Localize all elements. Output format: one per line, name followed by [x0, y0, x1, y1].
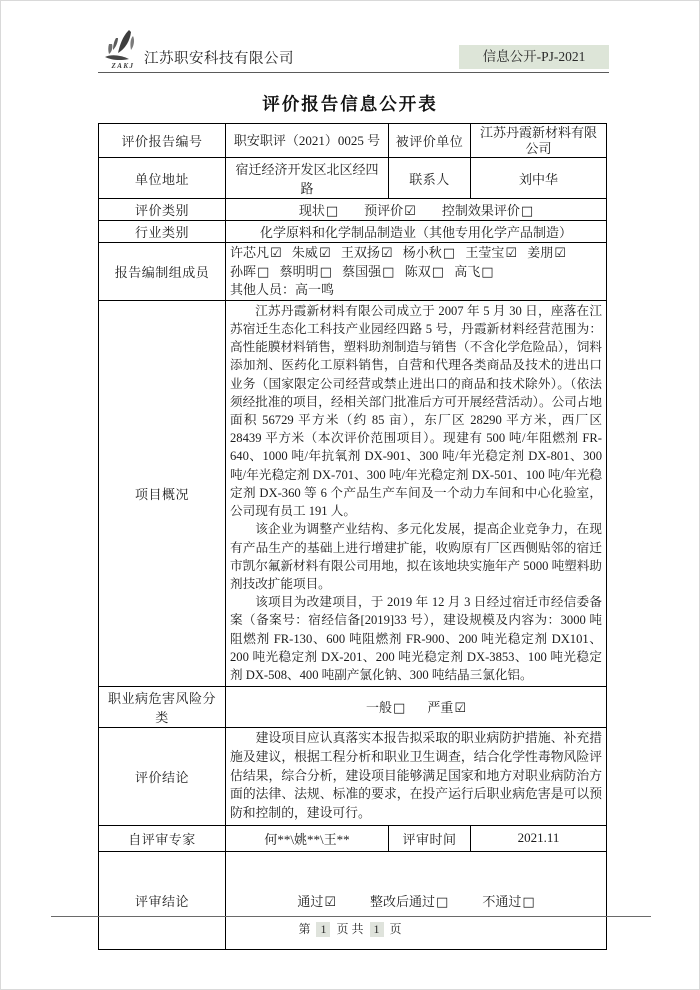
checkbox-icon: □: [442, 246, 456, 261]
checkbox-icon: □: [522, 894, 535, 910]
doc-code-badge: 信息公开-PJ-2021: [459, 45, 609, 69]
team-members: [226, 243, 607, 301]
team-label: 报告编制组成员: [99, 243, 226, 301]
checkbox-icon: ☑: [270, 246, 282, 261]
option-pre-evaluation: 预评价☑: [364, 203, 416, 219]
eval-category-label: 评价类别: [99, 199, 226, 221]
member-item: 王双扬☑: [340, 245, 393, 261]
conclusion-text: 建设项目应认真落实本报告拟采取的职业病防护措施、补充措施及建议，根据工程分析和职业卫生调查，结合化学性毒物风险评估结果，综合分析，建设项目能够满足国家和地方对职业病防治方面的法律、法规、标准的要求，在投产运行后职业病危害是可以预防和控制的，建设可行。: [230, 731, 602, 821]
company-logo: [101, 29, 145, 70]
footer-divider: [51, 916, 651, 917]
checkbox-icon: □: [257, 264, 270, 280]
self-review-label: 自评审专家: [99, 825, 226, 851]
row-team: [99, 243, 607, 301]
industry-label: 行业类别: [99, 221, 226, 243]
member-item: 蔡国强□: [342, 263, 395, 280]
overview-paragraph-1: 江苏丹霞新材料有限公司成立于 2007 年 5 月 30 日，座落在江苏宿迁生态化工科技产业园经四路 5 号，丹霞新材料经营范围为：高性能膜材料销售，塑料助剂制造与销售（不含化学危险品），饲料添加剂、医药化工原料销售，自营和代理各类商品及技术的进出口业务（国家限定公司经营或禁止进出口的商品和技术除外）。（依法须经批准的项目，经相关部门批准后方可开展经营活动）。公司占地面积 56729 平方米（约 85 亩），东厂区 28290 平方米，西厂区 28439 平方米（本次评价范围项目）。现建有 500 吨/年阻燃剂 FR-640、1000 吨/年抗氧剂 DX-901、300 吨/年光稳定剂 DX-801、300 吨/年光稳定剂 DX-701、300 吨/年光稳定剂 DX-501、100 吨/年光稳定剂 DX-360 等 6 个产品生产车间及一个动力车间和中心化验室，公司现有员工 191 人。: [230, 303, 602, 519]
address-value: 宿迁经济开发区北区经四路: [226, 158, 389, 199]
checkbox-icon: ☑: [454, 701, 466, 716]
evaluated-unit-label: 被评价单位: [389, 124, 471, 158]
member-item: 陈双□: [404, 263, 444, 280]
eval-category-options: [230, 200, 602, 219]
checkbox-icon: □: [481, 264, 494, 280]
member-item: 孙晖□: [230, 263, 270, 280]
checkbox-icon: ☑: [505, 246, 517, 261]
member-item: 王莹宝☑: [465, 245, 517, 261]
option-pass: 通过☑: [297, 893, 337, 910]
risk-class-label: 职业病危害风险分类: [99, 686, 226, 727]
row-self-review: [99, 825, 607, 851]
report-no-value: 职安职评（2021）0025 号: [226, 124, 389, 158]
row-report-no: [99, 124, 607, 158]
checkbox-icon: ☑: [404, 204, 416, 219]
overview-label: 项目概况: [99, 300, 226, 686]
page-footer: [1, 920, 699, 937]
row-industry: [99, 221, 607, 243]
industry-value: 化学原料和化学制品制造业（其他专用化学产品制造）: [226, 221, 607, 243]
review-result-label: 评审结论: [99, 851, 226, 949]
option-pass-after-rectification: 整改后通过□: [370, 893, 449, 910]
checkbox-icon: ☑: [318, 246, 331, 261]
report-no-label: 评价报告编号: [99, 124, 226, 158]
member-item: 杨小秋□: [402, 245, 456, 261]
row-overview: [99, 300, 607, 686]
other-personnel: 其他人员：高一鸣: [230, 282, 335, 297]
checkbox-icon: □: [431, 264, 444, 280]
checkbox-icon: □: [325, 204, 339, 219]
footer-suffix: 页: [389, 922, 402, 936]
checkbox-icon: □: [520, 204, 534, 219]
review-time-value: 2021.11: [471, 825, 607, 851]
option-general: 一般□: [366, 700, 406, 716]
header-divider: [98, 72, 609, 73]
review-result-options: [230, 891, 602, 910]
member-item: 许芯凡☑: [230, 245, 282, 261]
overview-paragraph-2: 该企业为调整产业结构、多元化发展，提高企业竞争力，在现有产品生产的基础上进行增建扩能，收购原有厂区西侧贴邻的宿迁市凯尔氟新材料有限公司用地，拟在该地块实施年产 5000 吨塑料助剂技改扩能项目。: [230, 522, 602, 591]
total-page-number: 1: [370, 922, 384, 937]
row-conclusion: [99, 727, 607, 825]
footer-prefix: 第: [298, 922, 311, 936]
disclosure-table: [98, 123, 607, 950]
member-item: 蔡明明□: [279, 263, 332, 280]
row-risk-class: [99, 686, 607, 727]
contact-value: 刘中华: [471, 158, 607, 199]
member-item: 朱威☑: [291, 245, 331, 261]
checkbox-icon: □: [382, 264, 395, 280]
option-severe: 严重☑: [427, 700, 466, 716]
member-item: 高飞□: [454, 263, 494, 280]
review-time-label: 评审时间: [389, 825, 471, 851]
address-label: 单位地址: [99, 158, 226, 199]
option-fail: 不通过□: [482, 893, 535, 910]
risk-class-options: [230, 697, 602, 716]
self-review-value: 何**\姚**\王**: [226, 825, 389, 851]
checkbox-icon: □: [319, 264, 332, 280]
overview-paragraph-3: 该项目为改建项目，于 2019 年 12 月 3 日经过宿迁市经信委备案（备案号：宿经信备[2019]33 号），建设规模及内容为：3000 吨阻燃剂 FR-130、600 吨阻燃剂 FR-900、200 吨光稳定剂 DX101、200 吨光稳定剂 DX-201、200 吨光稳定剂 DX-3853、100 吨光稳定剂 DX-508、400 吨副产氯化钠、300 吨结晶三氯化铝。: [230, 595, 602, 682]
checkbox-icon: ☑: [554, 246, 566, 261]
conclusion-label: 评价结论: [99, 727, 226, 825]
contact-label: 联系人: [389, 158, 471, 199]
evaluated-unit-value: 江苏丹霞新材料有限公司: [471, 124, 607, 158]
member-item: 姜朋☑: [527, 245, 566, 261]
checkbox-icon: ☑: [324, 894, 337, 910]
footer-middle: 页 共: [336, 922, 364, 936]
page-title: 评价报告信息公开表: [262, 94, 438, 114]
current-page-number: 1: [316, 922, 330, 937]
logo-text: ZAKJ: [111, 62, 135, 70]
row-address: [99, 158, 607, 199]
checkbox-icon: □: [393, 701, 406, 716]
option-current-state: 现状□: [298, 203, 339, 219]
option-control-effect: 控制效果评价□: [441, 203, 534, 219]
checkbox-icon: □: [436, 894, 449, 910]
company-name: 江苏职安科技有限公司: [144, 51, 294, 67]
row-eval-category: [99, 199, 607, 221]
overview-text: [226, 300, 607, 686]
checkbox-icon: ☑: [380, 246, 393, 261]
